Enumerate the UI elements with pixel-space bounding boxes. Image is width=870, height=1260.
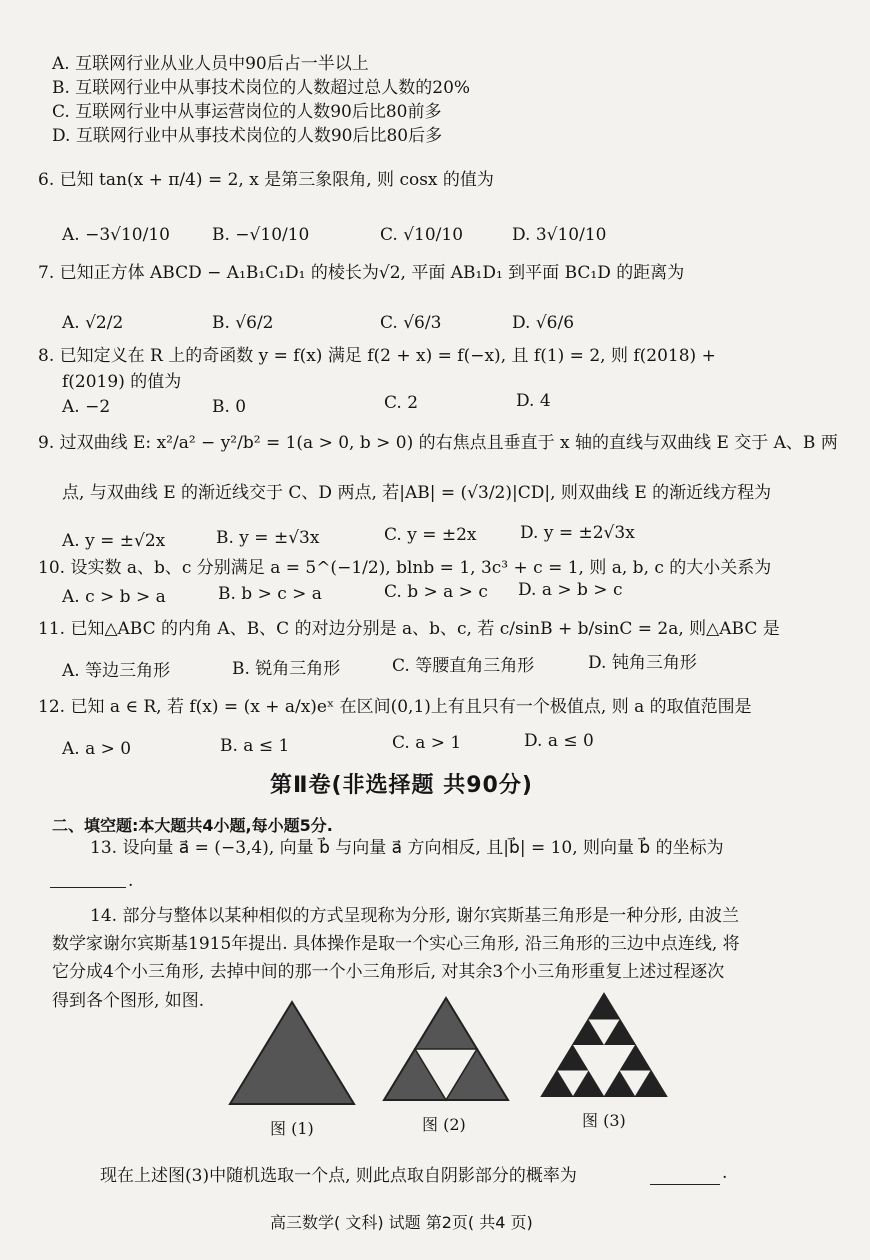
q8-option-b: B. 0 [212, 397, 247, 417]
q6-option-a: A. −3√10/10 [62, 225, 170, 245]
q14-question: 现在上述图(3)中随机选取一个点, 则此点取自阴影部分的概率为 [100, 1166, 577, 1186]
q14-line2: 数学家谢尔宾斯基1915年提出. 具体操作是取一个实心三角形, 沿三角形的三边中点连线, 将 [52, 934, 740, 954]
q6-option-d: D. 3√10/10 [512, 225, 607, 245]
q10-option-c: C. b > a > c [384, 582, 488, 602]
q12-option-b: B. a ≤ 1 [220, 736, 290, 756]
q11-option-c: C. 等腰直角三角形 [392, 656, 535, 676]
q5-option-d: D. 互联网行业中从事技术岗位的人数90后比80后多 [52, 126, 443, 146]
q14-line1: 14. 部分与整体以某种相似的方式呈现称为分形, 谢尔宾斯基三角形是一种分形, 由波兰 [90, 906, 740, 926]
q7-stem: 7. 已知正方体 ABCD − A₁B₁C₁D₁ 的棱长为√2, 平面 AB₁D₁ 到平面 BC₁D 的距离为 [38, 263, 685, 283]
q7-option-a: A. √2/2 [62, 313, 124, 333]
q9-stem-line2: 点, 与双曲线 E 的渐近线交于 C、D 两点, 若|AB| = (√3/2)|CD|, 则双曲线 E 的渐近线方程为 [62, 483, 772, 503]
part2-title: 第Ⅱ卷(非选择题 共90分) [270, 773, 533, 798]
q8-stem-line2: f(2019) 的值为 [62, 372, 182, 392]
q14-line4: 得到各个图形, 如图. [52, 991, 205, 1011]
q10-option-b: B. b > c > a [218, 584, 322, 604]
q7-option-c: C. √6/3 [380, 313, 442, 333]
q5-option-a: A. 互联网行业从业人员中90后占一半以上 [52, 54, 369, 74]
q14-line3: 它分成4个小三角形, 去掉中间的那一个小三角形后, 对其余3个小三角形重复上述过程逐次 [52, 962, 725, 982]
q9-stem-line1: 9. 过双曲线 E: x²/a² − y²/b² = 1(a > 0, b > 0) 的右焦点且垂直于 x 轴的直线与双曲线 E 交于 A、B 两 [38, 433, 838, 453]
q12-option-a: A. a > 0 [62, 739, 132, 759]
section-fill-in-heading: 二、填空题:本大题共4小题,每小题5分. [52, 816, 333, 835]
q13-tail: . [128, 871, 134, 891]
figure-2-caption: 图 (2) [422, 1115, 466, 1134]
q12-option-d: D. a ≤ 0 [524, 731, 594, 751]
sierpinski-figure-3 [540, 992, 668, 1100]
q6-option-b: B. −√10/10 [212, 225, 310, 245]
q10-stem: 10. 设实数 a、b、c 分别满足 a = 5^(−1/2), blnb = 1, 3c³ + c = 1, 则 a, b, c 的大小关系为 [38, 558, 772, 578]
q10-option-a: A. c > b > a [62, 587, 166, 607]
q11-option-d: D. 钝角三角形 [588, 653, 697, 673]
q8-stem-line1: 8. 已知定义在 R 上的奇函数 y = f(x) 满足 f(2 + x) = f(−x), 且 f(1) = 2, 则 f(2018) + [38, 346, 716, 366]
q5-option-b: B. 互联网行业中从事技术岗位的人数超过总人数的20% [52, 78, 471, 98]
sierpinski-figure-1 [228, 1000, 356, 1108]
q7-option-d: D. √6/6 [512, 313, 575, 333]
figure-1-caption: 图 (1) [270, 1119, 314, 1138]
q13-stem: 13. 设向量 a⃗ = (−3,4), 向量 b⃗ 与向量 a⃗ 方向相反, 且|b⃗| = 10, 则向量 b⃗ 的坐标为 [90, 838, 724, 858]
q9-option-b: B. y = ±√3x [216, 528, 320, 548]
q10-option-d: D. a > b > c [518, 580, 623, 600]
figure-3-caption: 图 (3) [582, 1111, 626, 1130]
q12-stem: 12. 已知 a ∈ R, 若 f(x) = (x + a/x)eˣ 在区间(0,1)上有且只有一个极值点, 则 a 的取值范围是 [38, 697, 752, 717]
sierpinski-figure-2 [382, 996, 510, 1104]
q14-tail: . [722, 1163, 728, 1183]
page-footer: 高三数学( 文科) 试题 第2页( 共4 页) [270, 1213, 533, 1232]
q6-option-c: C. √10/10 [380, 225, 464, 245]
q11-stem: 11. 已知△ABC 的内角 A、B、C 的对边分别是 a、b、c, 若 c/sinB + b/sinC = 2a, 则△ABC 是 [38, 619, 780, 639]
q8-option-c: C. 2 [384, 393, 419, 413]
q8-option-a: A. −2 [62, 397, 111, 417]
q6-stem: 6. 已知 tan(x + π/4) = 2, x 是第三象限角, 则 cosx 的值为 [38, 170, 494, 190]
q14-answer-blank[interactable] [650, 1183, 720, 1185]
q5-option-c: C. 互联网行业中从事运营岗位的人数90后比80前多 [52, 102, 442, 122]
q12-option-c: C. a > 1 [392, 733, 462, 753]
q7-option-b: B. √6/2 [212, 313, 274, 333]
q9-option-d: D. y = ±2√3x [520, 523, 635, 543]
q9-option-c: C. y = ±2x [384, 525, 477, 545]
q13-answer-blank[interactable] [50, 886, 126, 888]
q8-option-d: D. 4 [516, 391, 551, 411]
q9-option-a: A. y = ±√2x [62, 531, 166, 551]
q11-option-a: A. 等边三角形 [62, 661, 171, 681]
q11-option-b: B. 锐角三角形 [232, 659, 341, 679]
